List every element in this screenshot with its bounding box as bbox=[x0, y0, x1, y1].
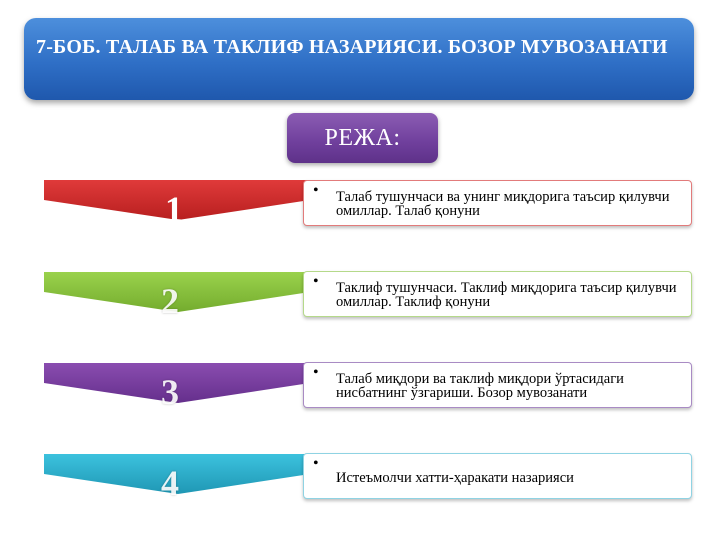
item-text-4: Истеъмолчи хатти-ҳаракати назарияси bbox=[336, 470, 574, 486]
bullet-2: • bbox=[313, 273, 319, 290]
item-text-3: Талаб миқдори ва таклиф миқдори ўртасидаги нисбатнинг ўзгариши. Бозор мувозанати bbox=[336, 371, 624, 401]
list-item bbox=[303, 271, 692, 317]
list-item bbox=[303, 453, 692, 499]
item-number-4: 4 bbox=[161, 463, 179, 503]
item-text-1: Талаб тушунчаси ва унинг миқдорига таъсир қилувчи омиллар. Талаб қонуни bbox=[336, 189, 670, 219]
item-number-3: 3 bbox=[161, 372, 179, 412]
item-text-2: Таклиф тушунчаси. Таклиф миқдорига таъсир қилувчи омиллар. Таклиф қонуни bbox=[336, 280, 677, 310]
slide-title: 7-БОБ. ТАЛАБ ВА ТАКЛИФ НАЗАРИЯСИ. БОЗОР МУВОЗАНАТИ bbox=[36, 36, 668, 58]
item-number-1: 1 bbox=[165, 189, 183, 229]
plan-label: РЕЖА: bbox=[324, 124, 401, 151]
plan-badge bbox=[287, 113, 438, 163]
item-number-2: 2 bbox=[161, 281, 179, 321]
title-banner bbox=[24, 18, 694, 100]
list-item bbox=[303, 362, 692, 408]
bullet-4: • bbox=[313, 455, 319, 472]
bullet-3: • bbox=[313, 364, 319, 381]
bullet-1: • bbox=[313, 182, 319, 199]
list-item bbox=[303, 180, 692, 226]
